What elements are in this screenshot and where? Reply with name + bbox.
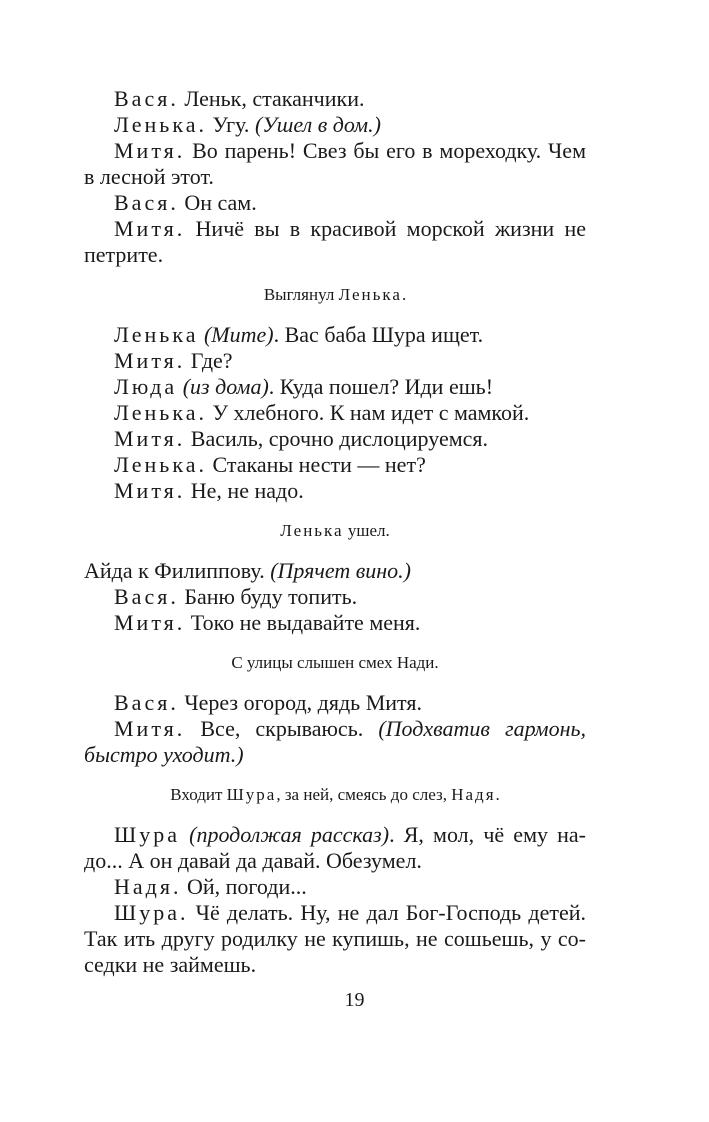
dialogue-line: Митя. Во парень! Свез бы его в мореходку. Чем: [114, 138, 586, 163]
speaker-name: Митя.: [114, 138, 186, 163]
stage-remark: (Прячет вино.): [270, 558, 412, 583]
stage-remark-continuation: быстро уходит.): [84, 742, 244, 767]
dialogue-line: Вася. Баню буду топить.: [114, 584, 358, 609]
dialogue-line-continuation: петрите.: [84, 242, 164, 267]
speaker-name: Люда: [114, 374, 178, 399]
speaker-name: Митя.: [114, 478, 186, 503]
speaker-name: Шура: [114, 822, 180, 847]
dialogue-line-continuation: до... А он давай да давай. Обезумел.: [84, 848, 422, 873]
dialogue-line: Вася. Через огород, дядь Митя.: [114, 690, 422, 715]
dialogue-line: Ленька. У хлебного. К нам идет с мамкой.: [114, 400, 530, 425]
character-name: Шура: [226, 785, 277, 804]
speaker-name: Вася.: [114, 584, 179, 609]
stage-direction: С улицы слышен смех Нади.: [231, 653, 439, 672]
dialogue-line: Митя. Все, скрываюсь. (Подхватив гармонь,: [114, 716, 586, 741]
stage-direction: Входит Шура, за ней, смеясь до слез, Надя.: [170, 785, 500, 804]
dialogue-line: Митя. Не, не надо.: [114, 478, 304, 503]
dialogue-line-continuation: в лесной этот.: [84, 164, 214, 189]
stage-direction: Выглянул Ленька.: [263, 285, 407, 304]
dialogue-line: Митя. Токо не выдавайте меня.: [114, 610, 421, 635]
stage-remark: (из дома): [177, 374, 269, 399]
dialogue-line: Митя. Ничё вы в красивой морской жизни не: [114, 216, 586, 241]
dialogue-line: Вася. Леньк, стаканчики.: [114, 86, 365, 111]
speaker-name: Митя.: [114, 348, 186, 373]
stage-remark: (Подхватив гармонь,: [378, 716, 586, 741]
speaker-name: Надя.: [114, 874, 182, 899]
dialogue-line: Ленька. Угу. (Ушел в дом.): [114, 112, 381, 137]
stage-remark: (Ушел в дом.): [254, 112, 381, 137]
speaker-name: Митя.: [114, 216, 186, 241]
dialogue-line: Митя. Где?: [114, 348, 233, 373]
page-number: 19: [344, 989, 365, 1011]
speaker-name: Ленька: [114, 322, 199, 347]
dialogue-line: Вася. Он сам.: [114, 190, 257, 215]
dialogue-line: Ленька. Стаканы нести — нет?: [114, 452, 426, 477]
speaker-name: Ленька.: [114, 452, 207, 477]
speaker-name: Шура.: [114, 900, 189, 925]
stage-direction: Ленька ушел.: [280, 521, 390, 540]
play-page-text: [84, 86, 586, 978]
stage-remark: (Мите): [198, 322, 274, 347]
dialogue-line: Шура (продолжая рассказ). Я, мол, чё ему на-: [114, 822, 587, 847]
stage-remark: (продолжая рассказ): [179, 822, 390, 847]
dialogue-line: Ленька (Мите). Вас баба Шура ищет.: [114, 322, 484, 347]
dialogue-line-continuation: седки не займешь.: [84, 952, 257, 977]
dialogue-line: Надя. Ой, погоди...: [114, 874, 307, 899]
speaker-name: Вася.: [114, 190, 179, 215]
character-name: Ленька: [338, 285, 402, 304]
dialogue-line-continuation: Айда к Филиппову. (Прячет вино.): [84, 558, 412, 583]
dialogue-line: Митя. Василь, срочно дислоцируемся.: [114, 426, 489, 451]
dialogue-line: Люда (из дома). Куда пошел? Иди ешь!: [114, 374, 494, 399]
character-name: Ленька: [280, 521, 344, 540]
speaker-name: Митя.: [114, 426, 186, 451]
speaker-name: Вася.: [114, 86, 179, 111]
character-name: Надя: [451, 785, 496, 804]
speaker-name: Митя.: [114, 610, 186, 635]
dialogue-line: Шура. Чё делать. Ну, не дал Бог-Господь детей.: [114, 900, 586, 925]
speaker-name: Ленька.: [114, 400, 207, 425]
speaker-name: Митя.: [114, 716, 186, 741]
dialogue-line-continuation: Так ить другу родилку не купишь, не сошьешь, у со-: [84, 926, 586, 951]
speaker-name: Вася.: [114, 690, 179, 715]
speaker-name: Ленька.: [114, 112, 207, 137]
